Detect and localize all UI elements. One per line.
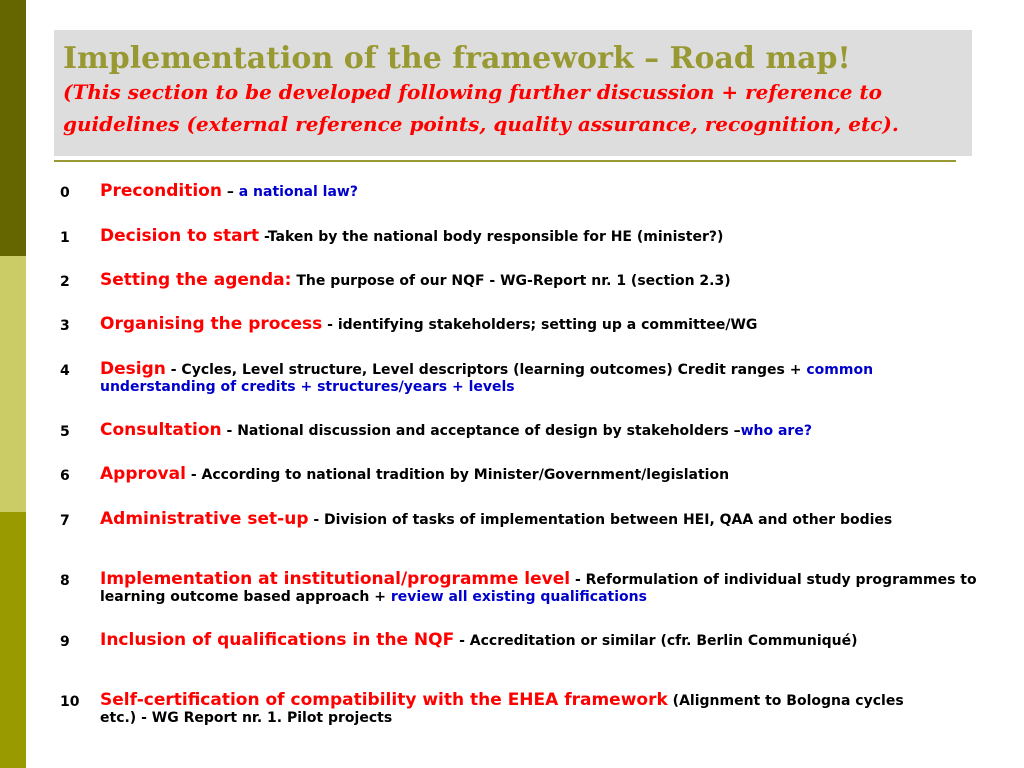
item-number: 4 [60, 363, 70, 379]
item-text: - Cycles, Level structure, Level descriptors (learning outcomes) Credit ranges + [170, 362, 807, 378]
item-text: - identifying stakeholders; setting up a committee/WG [327, 317, 758, 333]
item-number: 1 [60, 230, 70, 246]
list-item-8 [60, 571, 980, 606]
item-heading: Consultation [100, 420, 222, 440]
item-text: -Taken by the national body responsible for HE (minister?) [264, 229, 724, 245]
item-highlight: common understanding of credits + structures/years + levels [100, 362, 874, 395]
list-item-5 [60, 422, 980, 440]
list-item-3 [60, 316, 980, 334]
item-number: 5 [60, 424, 70, 440]
list-item-7 [60, 511, 980, 529]
item-text: - Reformulation of individual study programmes to learning outcome based approach + [100, 572, 977, 605]
title-box [54, 30, 972, 156]
item-highlight: a national law? [238, 184, 358, 200]
item-heading: Decision to start [100, 226, 260, 246]
item-number: 10 [60, 694, 80, 710]
decor-bar-top [0, 0, 26, 256]
item-number: 8 [60, 573, 70, 589]
list-item-0 [60, 183, 980, 201]
item-highlight: who are? [740, 423, 812, 439]
list-item-6 [60, 466, 980, 484]
item-text: - National discussion and acceptance of design by stakeholders – [226, 423, 741, 439]
item-text: - According to national tradition by Minister/Government/legislation [190, 467, 730, 483]
item-number: 0 [60, 185, 70, 201]
title-divider [54, 160, 956, 162]
item-highlight: review all existing qualifications [390, 589, 647, 605]
item-heading: Setting the agenda: [100, 270, 292, 290]
item-separator: – [221, 184, 239, 200]
item-heading: Self-certification of compatibility with the EHEA framework [100, 690, 668, 710]
item-number: 9 [60, 634, 70, 650]
list-item-2 [60, 272, 980, 290]
page-subtitle-line1: (This section to be developed following further discussion + reference to [63, 80, 882, 104]
list-item-10 [60, 692, 980, 727]
item-text: (Alignment to Bologna cycles etc.) - WG Report nr. 1. Pilot projects [100, 693, 904, 726]
item-text: The purpose of our NQF - WG-Report nr. 1 (section 2.3) [296, 273, 731, 289]
item-number: 6 [60, 468, 70, 484]
item-heading: Implementation at institutional/programme level [100, 569, 571, 589]
item-text: - Accreditation or similar (cfr. Berlin Communiqué) [459, 633, 858, 649]
item-number: 2 [60, 274, 70, 290]
item-heading: Precondition [100, 181, 222, 201]
item-heading: Organising the process [100, 314, 323, 334]
page-title: Implementation of the framework – Road map! [63, 41, 851, 76]
item-number: 7 [60, 513, 70, 529]
list-item-9 [60, 632, 980, 650]
item-heading: Approval [100, 464, 186, 484]
item-heading: Design [100, 359, 166, 379]
item-heading: Administrative set-up [100, 509, 309, 529]
decor-bar-bottom [0, 512, 26, 768]
item-text: - Division of tasks of implementation between HEI, QAA and other bodies [313, 512, 893, 528]
page-subtitle-line2: guidelines (external reference points, quality assurance, recognition, etc). [63, 112, 899, 136]
item-number: 3 [60, 318, 70, 334]
list-item-1 [60, 228, 980, 246]
list-item-4 [60, 361, 980, 396]
item-heading: Inclusion of qualifications in the NQF [100, 630, 455, 650]
decor-bar-middle [0, 256, 26, 512]
